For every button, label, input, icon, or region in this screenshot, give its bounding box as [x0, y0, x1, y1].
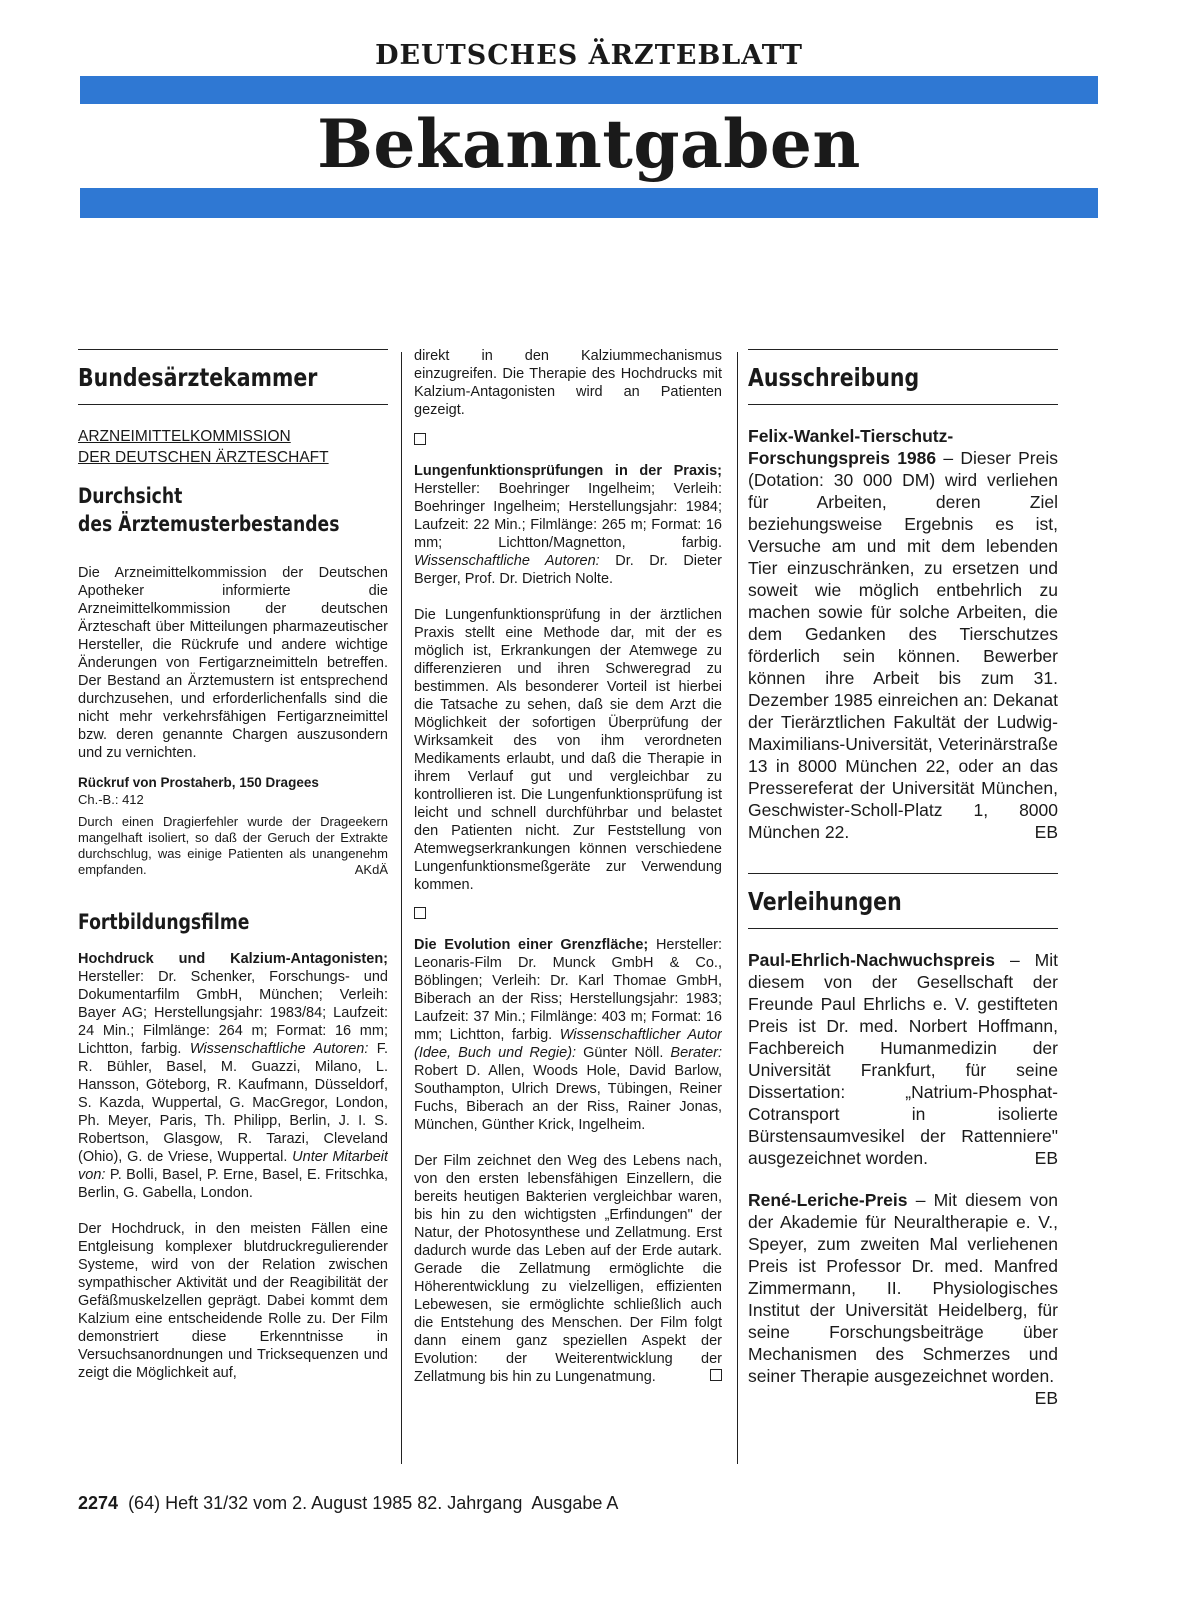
film3-advisors: Robert D. Allen, Woods Hole, David Barlow, Southampton, Ulrich Drews, Tübingen, Reiner Fuchs, Biberach an der Riss, Rainer Jonas, München, Günther Krick, Ingelheim.: [414, 1063, 722, 1133]
film1-collab-label: Unter Mitarbeit von:: [78, 1149, 388, 1183]
square-icon: [414, 907, 426, 919]
separator-square-2: [414, 906, 722, 924]
film1-authors-label: Wissenschaftliche Autoren:: [189, 1041, 369, 1057]
masthead: DEUTSCHES ÄRZTEBLATT: [375, 40, 803, 71]
prize1-text: – Dieser Preis (Dotation: 30 000 DM) wird verliehen für Arbeiten, deren Ziel beziehungsweise Ergebnis es ist, Versuche am und mit dem lebenden Tier einzuschränken, zu ersetzen und soweit wie möglich entbehrlich zu machen sowie für solche Arbeiten, die dem Gedanken des Tierschutzes förderlich sein können. Bewerber können ihre Arbeit bis zum 31. Dezember 1985 einreichen an: Dekanat der Tierärztlichen Fakultät der Ludwig-Maximilians-Universität, Veterinärstraße 13 in 8000 München 22, oder an das Pressereferat der Universität München, Geschwister-Scholl-Platz 1, 8000 München 22.: [748, 448, 1058, 842]
kicker: [78, 426, 388, 468]
film1-entry: [78, 950, 388, 1202]
prize1-title: Felix-Wankel-Tierschutz-Forschungspreis 1986: [748, 426, 954, 468]
film3-title: Die Evolution einer Grenzfläche;: [414, 937, 649, 953]
recall-batch: Ch.-B.: 412: [78, 792, 144, 807]
subtitle-line-1: Durchsicht: [78, 484, 183, 508]
film3-details: Hersteller: Leonaris-Film Dr. Munck GmbH & Co., Böblingen; Verleih: Dr. Karl Thomae GmbH, Biberach an der Riss; Herstellungsjahr: 1983; Laufzeit: 37 Min.; Filmlänge: 403 m; Format: 16 mm; Lichtton, farbig.: [414, 937, 722, 1043]
separator-square-1: [414, 432, 722, 450]
films-section-title: Fortbildungsfilme: [78, 910, 250, 934]
film3-author-label: Wissenschaftlicher Autor (Idee, Buch und Regie):: [414, 1027, 722, 1061]
end-square: [710, 1368, 722, 1386]
section-rule-top: [748, 349, 1058, 350]
prize3-signature: EB: [1034, 1388, 1058, 1408]
kicker-line-2: DER DEUTSCHEN ÄRZTESCHAFT: [78, 449, 329, 466]
film2-authors-label: Wissenschaftliche Autoren:: [414, 553, 600, 569]
column-divider-right: [737, 352, 738, 1464]
page-headline: Bekanntgaben: [317, 105, 861, 183]
section-rule-top: [78, 349, 388, 350]
top-color-band: [80, 76, 1098, 104]
film1-body-continued: direkt in den Kalziummechanismus einzugreifen. Die Therapie des Hochdrucks mit Kalzium-Antagonisten wird an Patienten gezeigt.: [414, 348, 722, 418]
film2-authors: Dr. Dr. Dieter Berger, Prof. Dr. Dietrich Nolte.: [414, 553, 722, 587]
section-rule-top: [748, 873, 1058, 874]
film2-body: Die Lungenfunktionsprüfung in der ärztlichen Praxis stellt eine Methode dar, mit der es möglich ist, Erkrankungen der Atemwege zu differenzieren und ihren Schweregrad zu bestimmen. Als besonderer Vorteil ist hierbei die Tatsache zu sehen, daß sie dem Arzt die Möglichkeit der sofortigen Überprüfung der Wirksamkeit des von ihm verordneten Medikaments erlaubt, und daß die Therapie in ihrem Verlauf gut und vergleichbar zu kontrollieren ist. Die Lungenfunktionsprüfung ist leicht und schnell durchführbar und belastet den Patienten nicht. Zur Feststellung von Atemwegserkrankungen können verschiedene Lungenfunktionsmeßgeräte zur Verwendung kommen.: [414, 607, 722, 893]
column-divider-left: [401, 352, 402, 1464]
prize1-signature: EB: [1034, 822, 1058, 842]
article-subtitle: [78, 482, 388, 538]
film1-body: Der Hochdruck, in den meisten Fällen eine Entgleisung komplexer blutdruckregulierender Systeme, wird von der Relation zwischen sympathischer Aktivität und der Reagibilität der Gefäßmuskelzellen geprägt. Dabei kommt dem Kalzium eine entscheidende Rolle zu. Der Film demonstriert diese Erkenntnisse in Versuchsanordnungen und Tricksequenzen und zeigt die Möglichkeit auf,: [78, 1221, 388, 1381]
prize3-title: René-Leriche-Preis: [748, 1190, 908, 1210]
prize2-text: – Mit diesem von der Gesellschaft der Freunde Paul Ehrlichs e. V. gestifteten Preis ist Dr. med. Norbert Hoffmann, Fachbereich Humanmedizin der Universität Frankfurt, für seine Dissertation: „Natrium-Phosphat-Cotransport in isolierte Bürstensaumvesikel der Rattenniere" ausgezeichnet worden.: [748, 950, 1058, 1168]
subtitle-line-2: des Ärztemusterbestandes: [78, 512, 340, 536]
film3-body: [414, 1152, 722, 1386]
square-icon: [710, 1369, 722, 1381]
prize2-signature: EB: [1034, 1148, 1058, 1168]
page-number: 2274: [78, 1493, 119, 1513]
prize1-entry: [748, 425, 1058, 843]
film2-title: Lungenfunktionsprüfungen in der Praxis;: [414, 463, 722, 479]
prize3-entry: [748, 1189, 1058, 1408]
recall-text: [78, 814, 388, 878]
kicker-line-1: ARZNEIMITTELKOMMISSION: [78, 428, 291, 445]
column-3: [748, 349, 1058, 1469]
section-title-verleihungen: Verleihungen: [748, 887, 902, 916]
film3-body-text: Der Film zeichnet den Weg des Lebens nach, von den ersten lebensfähigen Einzellern, die bereits heutigen Bakterien vergleichbar waren, bis hin zu den wichtigsten „Erfindungen" der Natur, der Photosynthese und Zellatmung. Erst dadurch wurde das Leben auf der Erde autark. Gerade die Zellatmung ermöglichte die Höherentwicklung zu vielzelligen, effizienten Lebewesen, sie ermöglichte schließlich auch die Entstehung des Menschen. Der Film folgt dann einem ganz speziellen Aspekt der Evolution: der Weiterentwicklung der Zellatmung bis hin zu Lungenatmung.: [414, 1153, 722, 1385]
recall-text-body: Durch einen Dragierfehler wurde der Drageekern mangelhaft isoliert, so daß der Geruch der Extrakte durchschlug, was einige Patienten als unangenehm empfanden.: [78, 814, 388, 877]
section-rule-bottom: [748, 928, 1058, 929]
film1-collab: P. Bolli, Basel, P. Erne, Basel, E. Fritschka, Berlin, G. Gabella, London.: [78, 1167, 388, 1201]
section-title-bundesaerztekammer: Bundesärztekammer: [78, 363, 318, 392]
film1-authors: F. R. Bühler, Basel, M. Guazzi, Milano, L. Hansson, Göteborg, R. Kaufmann, Düsseldorf, S. Kazda, Wuppertal, G. MacGregor, London, Ph. Meyer, Paris, Th. Philipp, Berlin, J. I. S. Robertson, Glasgow, R. Tarazi, Cleveland (Ohio), G. de Vriese, Wuppertal.: [78, 1041, 388, 1165]
column-1: [78, 349, 388, 1469]
film3-author: Günter Nöll.: [583, 1045, 664, 1061]
edition: Ausgabe A: [531, 1493, 619, 1513]
film1-title: Hochdruck und Kalzium-Antagonisten;: [78, 951, 388, 967]
article-body: Die Arzneimittelkommission der Deutschen Apotheker informierte die Arzneimittelkommission der deutschen Ärzteschaft über Mitteilungen pharmazeutischer Hersteller, die Rückrufe und andere wichtige Änderungen von Fertigarzneimitteln betreffen. Der Bestand an Ärztemustern ist entsprechend durchzusehen, und erforderlichenfalls sind die nicht mehr verkehrsfähigen Fertigarzneimittel bzw. deren genannte Chargen auszusondern und zu vernichten.: [78, 565, 388, 761]
film1-details: Hersteller: Dr. Schenker, Forschungs- und Dokumentarfilm GmbH, München; Verleih: Bayer AG; Herstellungsjahr: 1983/84; Laufzeit: 24 Min.; Filmlänge: 264 m; Format: 16 mm; Lichtton, farbig.: [78, 969, 388, 1057]
recall-signature: AKdÄ: [354, 862, 388, 877]
page-footer: [78, 1493, 618, 1514]
prize2-entry: [748, 949, 1058, 1169]
prize3-text: – Mit diesem von der Akademie für Neuraltherapie e. V., Speyer, zum zweiten Mal verliehenen Preis ist Professor Dr. med. Manfred Zimmermann, II. Physiologisches Institut der Universität Heidelberg, für seine Forschungsbeiträge über Mechanismen des Schmerzes und seiner Therapie ausgezeichnet worden.: [748, 1190, 1058, 1386]
prize2-title: Paul-Ehrlich-Nachwuchspreis: [748, 950, 996, 970]
film2-entry: [414, 462, 722, 588]
section-rule-bottom: [748, 404, 1058, 405]
bottom-color-band: [80, 188, 1098, 218]
square-icon: [414, 433, 426, 445]
film3-entry: [414, 936, 722, 1134]
recall-title: Rückruf von Prostaherb, 150 Dragees: [78, 775, 319, 790]
section-rule-bottom: [78, 404, 388, 405]
film3-advisors-label: Berater:: [670, 1045, 722, 1061]
column-2: [414, 347, 722, 1472]
section-title-ausschreibung: Ausschreibung: [748, 363, 920, 392]
issue-info: Heft 31/32 vom 2. August 1985 82. Jahrgang: [165, 1493, 523, 1513]
page-number-paren: (64): [128, 1493, 161, 1513]
film2-details: Hersteller: Boehringer Ingelheim; Verleih: Boehringer Ingelheim; Herstellungsjahr: 1984; Laufzeit: 22 Min.; Filmlänge: 265 m; Format: 16 mm; Lichtton/Magnetton, farbig.: [414, 481, 722, 551]
